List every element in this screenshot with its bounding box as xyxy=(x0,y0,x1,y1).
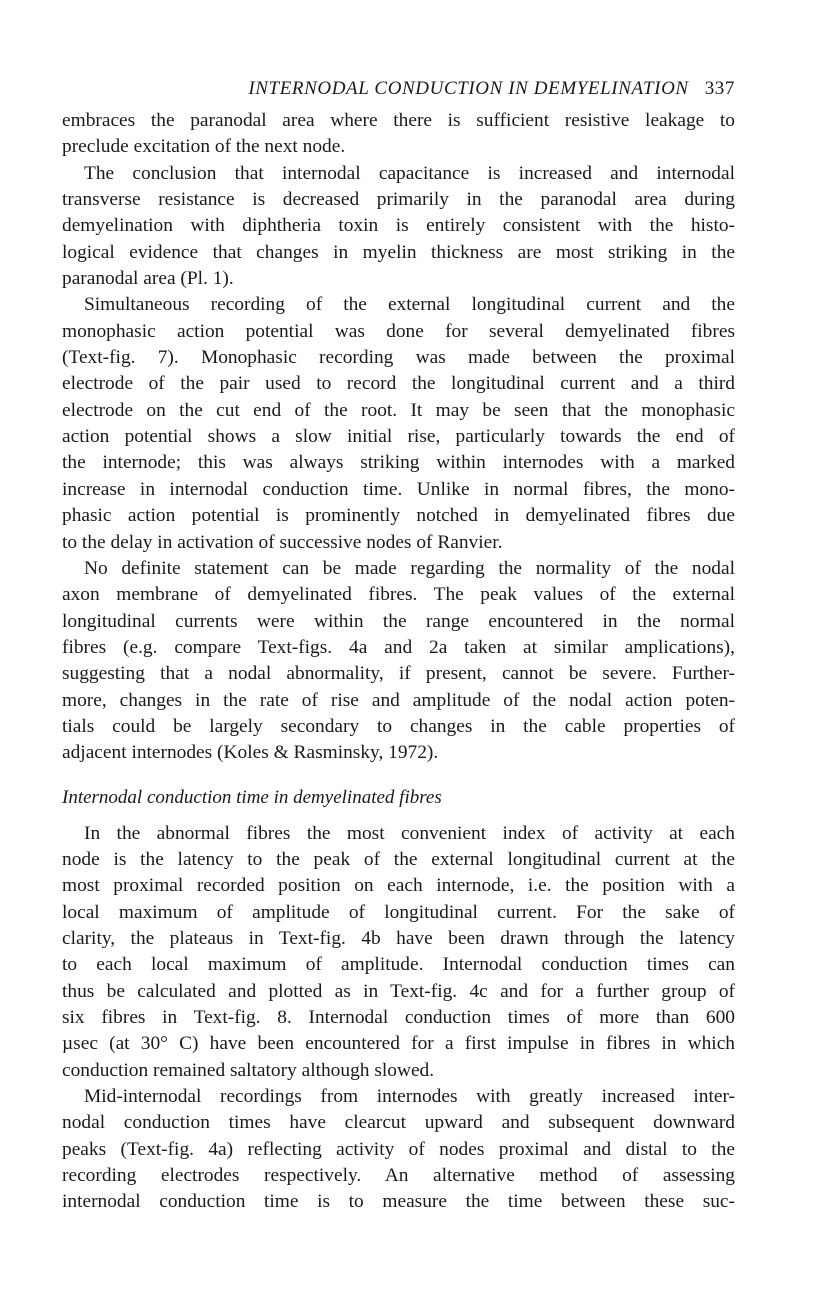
text-line: internodal conduction time is to measure the time between these suc- xyxy=(62,1191,735,1213)
text-line: to each local maximum of amplitude. Internodal conduction times can xyxy=(62,954,735,976)
text-line: fibres (e.g. compare Text-figs. 4a and 2a taken at similar amplications), xyxy=(62,636,735,658)
text-line: Simultaneous recording of the external longitudinal current and the xyxy=(84,294,735,316)
paragraph xyxy=(62,1084,735,1216)
section-heading: Internodal conduction time in demyelinated fibres xyxy=(62,786,442,808)
paragraph xyxy=(62,292,735,555)
text-line: suggesting that a nodal abnormality, if present, cannot be severe. Further- xyxy=(62,663,735,685)
page-number: 337 xyxy=(704,78,735,99)
text-line: local maximum of amplitude of longitudinal current. For the sake of xyxy=(62,901,735,923)
text-line: paranodal area (Pl. 1). xyxy=(62,268,234,290)
text-line: tials could be largely secondary to changes in the cable properties of xyxy=(62,715,735,737)
text-line: most proximal recorded position on each internode, i.e. the position with a xyxy=(62,875,735,897)
body-text-after xyxy=(62,821,735,1216)
text-line: the internode; this was always striking within internodes with a marked xyxy=(62,452,735,474)
text-line: In the abnormal fibres the most convenient index of activity at each xyxy=(84,822,735,844)
text-line: longitudinal currents were within the range encountered in the normal xyxy=(62,610,735,632)
text-line: thus be calculated and plotted as in Text-fig. 4c and for a further group of xyxy=(62,980,735,1002)
text-line: electrode on the cut end of the root. It may be seen that the monophasic xyxy=(62,399,735,421)
text-line: µsec (at 30° C) have been encountered for a first impulse in fibres in which xyxy=(62,1033,735,1055)
text-line: more, changes in the rate of rise and amplitude of the nodal action poten- xyxy=(62,689,735,711)
text-line: phasic action potential is prominently notched in demyelinated fibres due xyxy=(62,505,735,527)
text-line: adjacent internodes (Koles & Rasminsky, 1972). xyxy=(62,742,439,764)
paper-page xyxy=(62,78,735,1216)
running-title: INTERNODAL CONDUCTION IN DEMYELINATION xyxy=(248,78,689,99)
body-text-before xyxy=(62,108,735,767)
text-line: transverse resistance is decreased primarily in the paranodal area during xyxy=(62,189,735,211)
text-line: node is the latency to the peak of the external longitudinal current at the xyxy=(62,848,735,870)
text-line: nodal conduction times have clearcut upward and subsequent downward xyxy=(62,1112,735,1134)
text-line: action potential shows a slow initial rise, particularly towards the end of xyxy=(62,426,735,448)
text-line: (Text-fig. 7). Monophasic recording was made between the proximal xyxy=(62,347,735,369)
text-line: embraces the paranodal area where there is sufficient resistive leakage to xyxy=(62,110,735,131)
paragraph xyxy=(62,161,735,293)
running-head xyxy=(62,78,735,108)
text-line: axon membrane of demyelinated fibres. The peak values of the external xyxy=(62,584,735,606)
text-line: Mid-internodal recordings from internodes with greatly increased inter- xyxy=(84,1086,735,1108)
text-line: electrode of the pair used to record the longitudinal current and a third xyxy=(62,373,735,395)
text-line: demyelination with diphtheria toxin is entirely consistent with the histo- xyxy=(62,215,735,237)
text-line: conduction remained saltatory although slowed. xyxy=(62,1059,435,1081)
text-line: The conclusion that internodal capacitance is increased and internodal xyxy=(84,162,735,184)
text-line: No definite statement can be made regarding the normality of the nodal xyxy=(84,557,735,579)
text-line: clarity, the plateaus in Text-fig. 4b have been drawn through the latency xyxy=(62,927,735,949)
text-line: recording electrodes respectively. An alternative method of assessing xyxy=(62,1165,735,1187)
text-line: monophasic action potential was done for several demyelinated fibres xyxy=(62,320,735,342)
paragraph xyxy=(62,556,735,767)
paragraph xyxy=(62,108,735,161)
text-line: logical evidence that changes in myelin thickness are most striking in the xyxy=(62,241,735,263)
text-line: peaks (Text-fig. 4a) reflecting activity of nodes proximal and distal to the xyxy=(62,1138,735,1160)
paragraph xyxy=(62,821,735,1084)
text-line: preclude excitation of the next node. xyxy=(62,136,346,158)
text-line: six fibres in Text-fig. 8. Internodal conduction times of more than 600 xyxy=(62,1007,735,1028)
text-line: to the delay in activation of successive nodes of Ranvier. xyxy=(62,531,503,553)
text-line: increase in internodal conduction time. Unlike in normal fibres, the mono- xyxy=(62,478,735,500)
